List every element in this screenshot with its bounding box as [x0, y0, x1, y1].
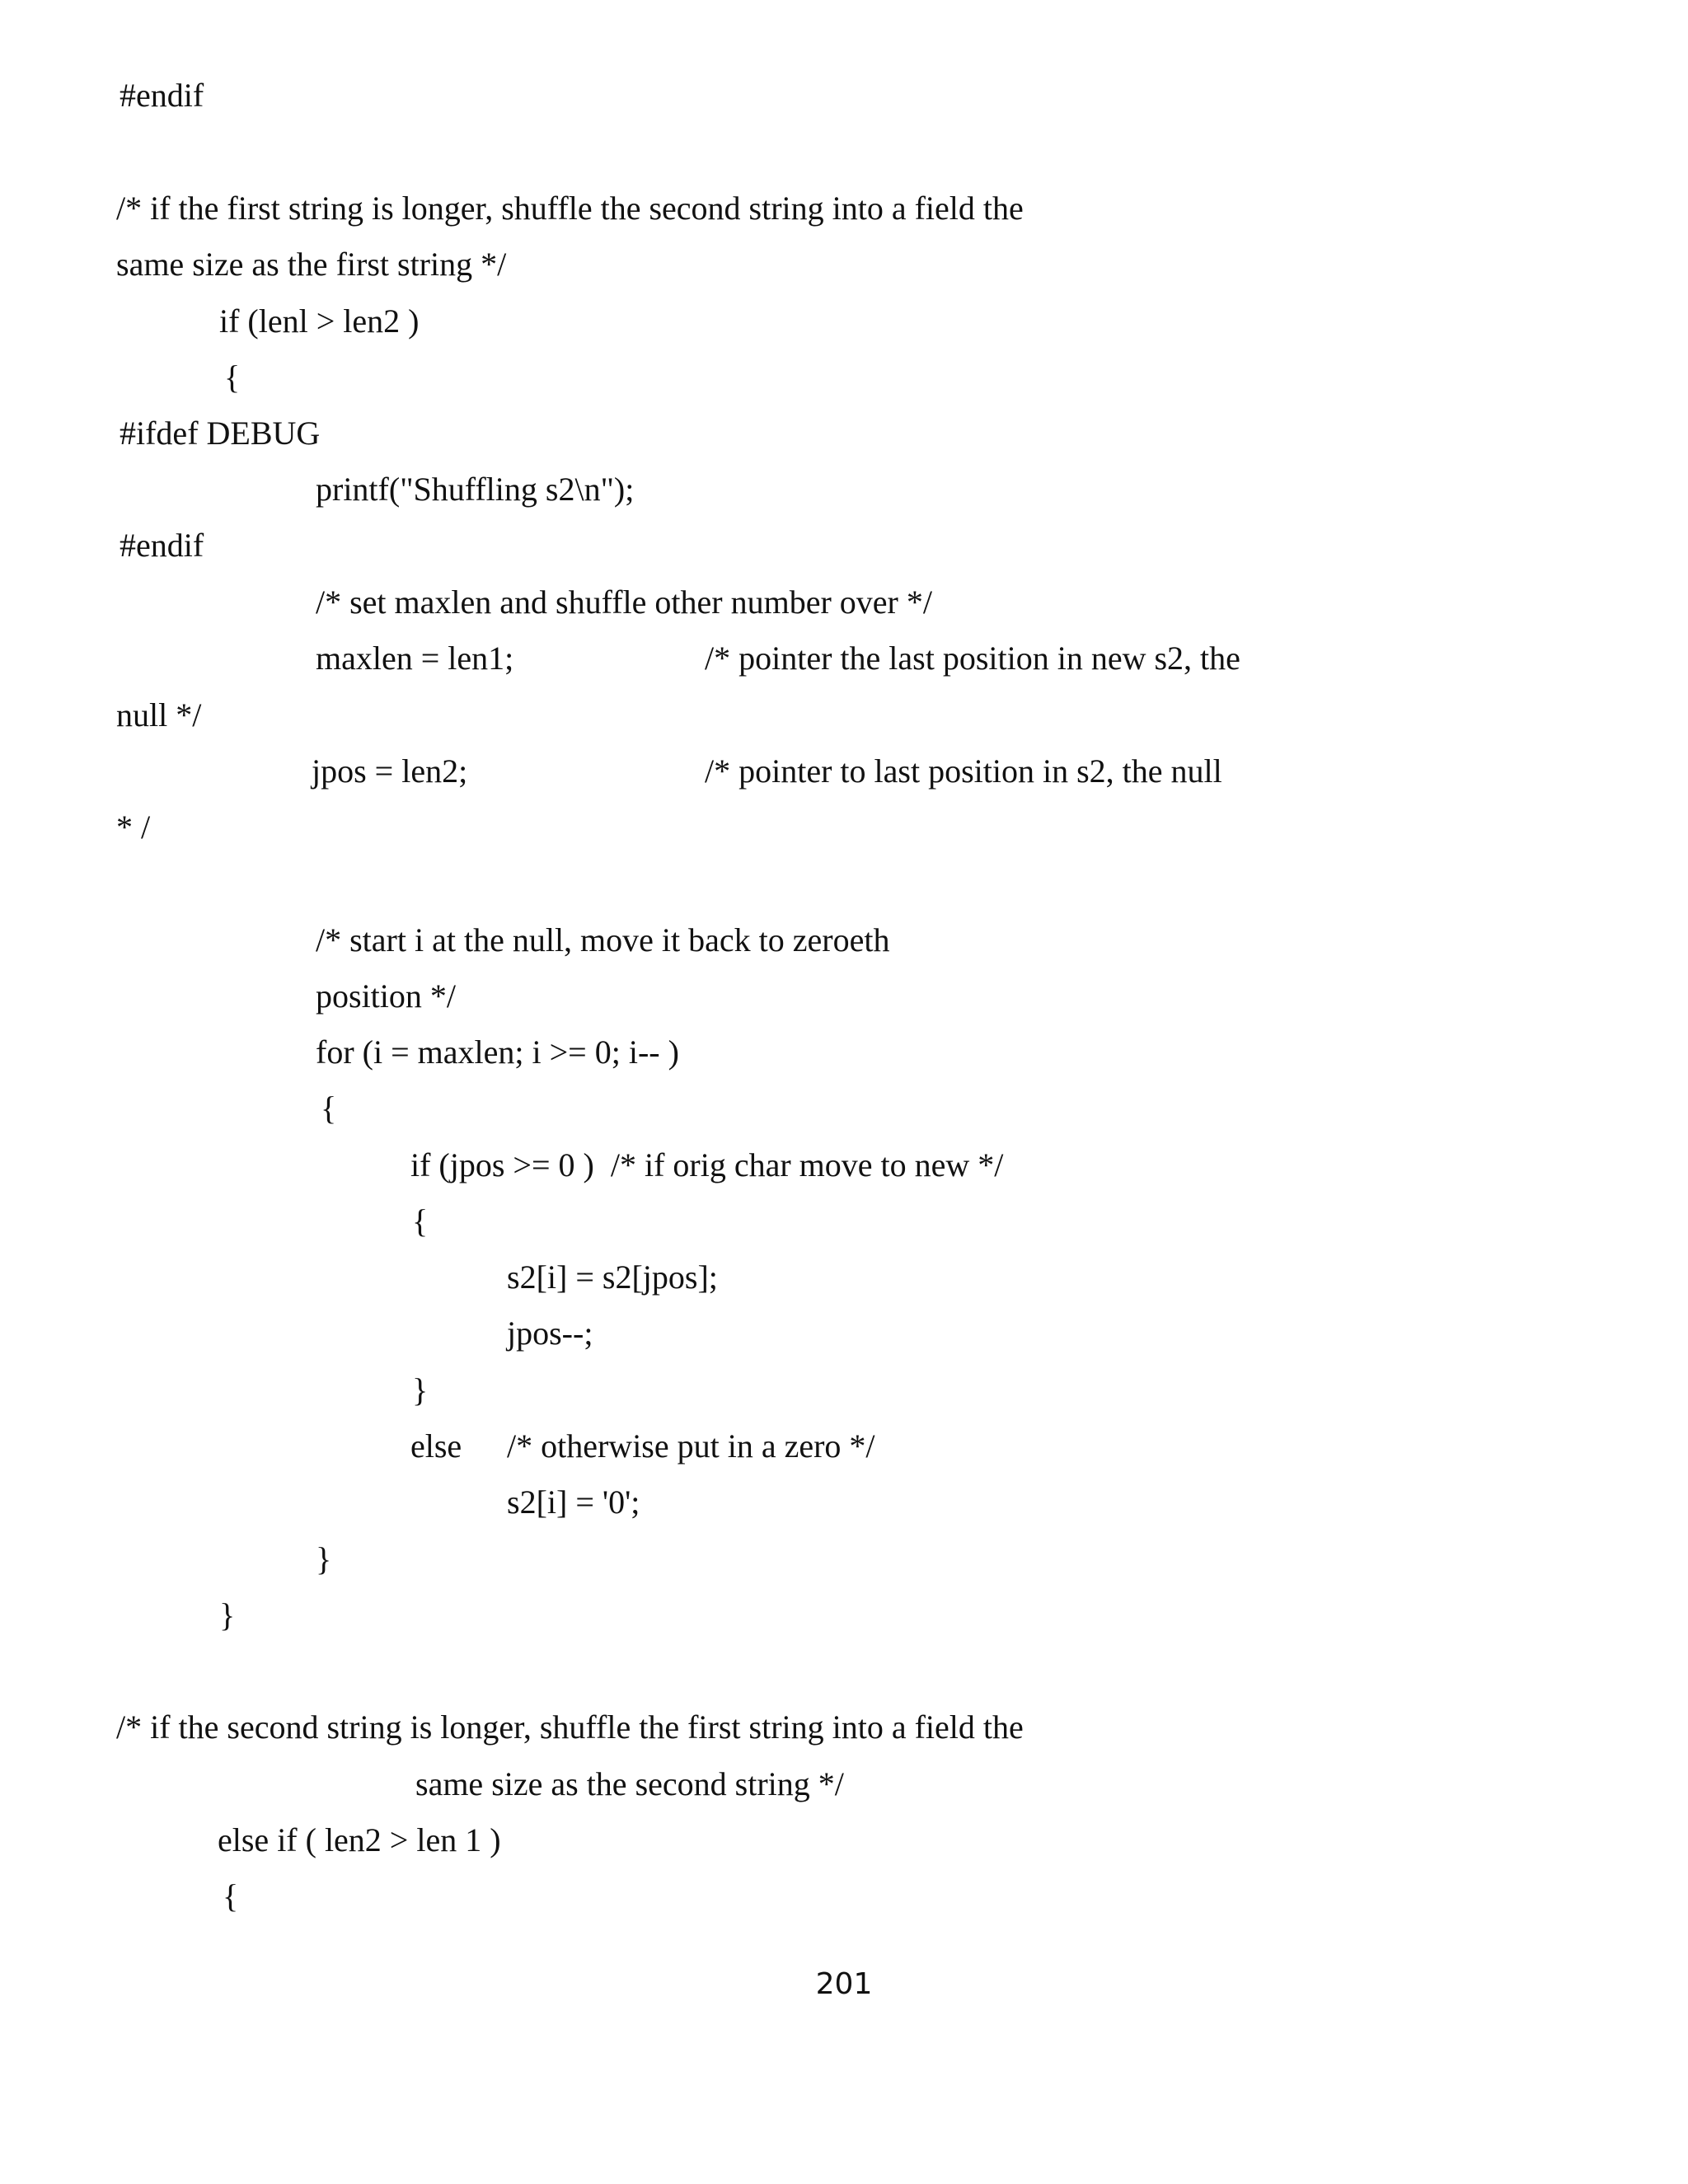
code-line: #endif — [120, 77, 204, 114]
code-line: { — [321, 1090, 337, 1127]
code-line: jpos--; — [507, 1315, 593, 1352]
comment-line: /* start i at the null, move it back to zeroeth — [316, 921, 890, 958]
code-line: printf("Shuffling s2\n"); — [316, 471, 635, 508]
comment-line: /* if the second string is longer, shuffle the first string into a field the — [116, 1708, 1024, 1746]
comment-line: * / — [116, 808, 151, 846]
comment-line: /* pointer the last position in new s2, the — [705, 640, 1240, 677]
page-number: 201 — [815, 1967, 873, 2001]
code-line: { — [412, 1202, 429, 1240]
code-line: s2[i] = '0'; — [507, 1483, 640, 1521]
comment-line: /* pointer to last position in s2, the null — [705, 752, 1222, 790]
code-line: else if ( len2 > len 1 ) — [218, 1821, 501, 1858]
code-line: #endif — [120, 527, 204, 564]
code-line: if (lenl > len2 ) — [219, 302, 420, 340]
code-line: { — [224, 359, 241, 396]
comment-line: /* if the first string is longer, shuffle the second string into a field the — [116, 190, 1024, 227]
comment-line: same size as the second string */ — [415, 1765, 844, 1802]
code-line: } — [219, 1596, 236, 1633]
code-line: maxlen = len1; — [316, 640, 514, 677]
comment-line: /* set maxlen and shuffle other number over */ — [316, 583, 932, 621]
code-line: #ifdef DEBUG — [120, 415, 321, 452]
code-line: for (i = maxlen; i >= 0; i-- ) — [316, 1033, 679, 1071]
comment-line: null */ — [116, 696, 202, 733]
code-line: { — [223, 1877, 239, 1915]
code-line: } — [412, 1371, 429, 1408]
code-line: } — [316, 1540, 332, 1577]
comment-line: position */ — [316, 977, 457, 1015]
code-line: if (jpos >= 0 ) /* if orig char move to new */ — [410, 1146, 1004, 1183]
code-line: s2[i] = s2[jpos]; — [507, 1258, 718, 1296]
code-line: jpos = len2; — [312, 752, 468, 790]
code-line: else — [410, 1427, 462, 1465]
comment-line: /* otherwise put in a zero */ — [507, 1427, 875, 1465]
comment-line: same size as the first string */ — [116, 246, 507, 283]
